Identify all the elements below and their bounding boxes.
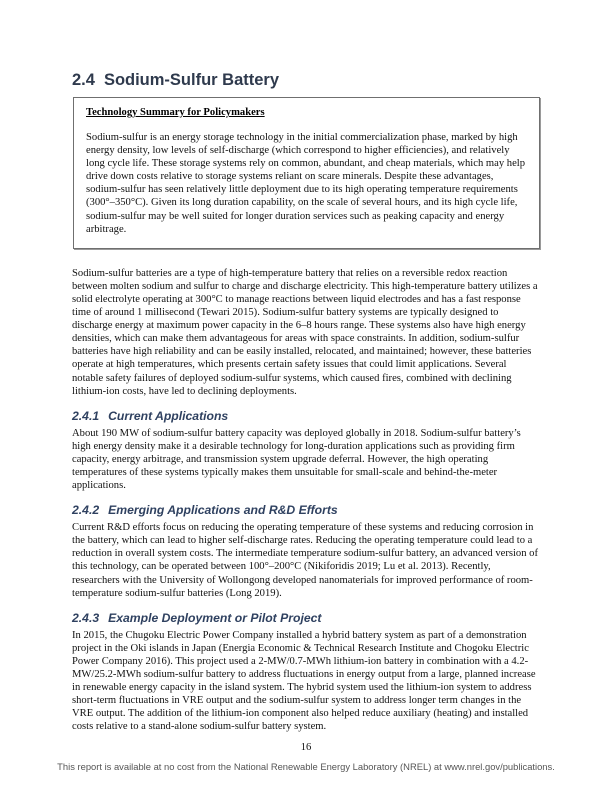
summary-box-text: Sodium-sulfur is an energy storage technology in the initial commercialization phase, marked by high energy density, low levels of self-discharge (which correspond to higher efficiencies), and relatively long cycle life. These storage systems rely on common, abundant, and cheap materials, which may help drive down costs relative to storage systems reliant on scare minerals. Despite these advantages, sodium-sulfur has seen relatively little deployment due to its high operating temperature requirements (300°–350°C). Given its long duration capability, on the scale of several hours, and its high cycle life, sodium-sulfur may be well suited for longer duration services such as peaking capacity and energy arbitrage. (86, 132, 526, 235)
subsection-title: Example Deployment or Pilot Project (108, 610, 322, 625)
example-deployment-paragraph: In 2015, the Chugoku Electric Power Company installed a hybrid battery system as part of a demonstration project in the Oki islands in Japan (Energia Economic & Technical Research Institute and Chogoku Electric Power Company 2016). This project used a 2-MW/0.7-MWh lithium-ion battery in combination with a 4.2-MW/25.2-MWh sodium-sulfur battery to address fluctuations in energy output from a large, planned increase in renewable energy capacity in the island system. The hybrid system used the lithium-ion system to address short-term fluctuations in VRE output and the sodium-sulfur system to address longer term changes in the VRE output. The addition of the lithium-ion component also helped reduce auxiliary (heating) and installed costs relative to a stand-alone sodium-sulfur battery system. (72, 629, 536, 733)
section-heading (72, 70, 540, 90)
intro-paragraph: Sodium-sulfur batteries are a type of high-temperature battery that relies on a reversible redox reaction between molten sodium and sulfur to charge and discharge electricity. This high-temperature battery utilizes a solid electrolyte operating at 300°C to manage reactions between liquid electrodes and has a fast response time of around 1 millisecond (Tewari 2015). Sodium-sulfur battery systems are typically designed to discharge energy at maximum power capacity in the 6–8 hours range. These systems also have high energy densities, which can make them advantageous for areas with space constraints. In addition, sodium-sulfur batteries have high reliability and can be easily installed, relocated, and maintained; however, these batteries operate at high temperatures, which presents certain safety issues that could limit applications. Several notable safety failures of deployed sodium-sulfur systems, which caused fires, combined with declining lithium-ion costs, have led to declining deployments. (72, 267, 538, 397)
summary-box-title: Technology Summary for Policymakers (86, 107, 265, 118)
page-content (72, 70, 540, 733)
page-number: 16 (300, 742, 312, 753)
technology-summary-box (73, 97, 540, 249)
subsection-number: 2.4.3 (72, 610, 100, 625)
emerging-applications-paragraph: Current R&D efforts focus on reducing the operating temperature of these systems and reducing corrosion in the battery, which can lead to higher self-discharge rates. Reducing the operating temperature could lead to a reduction in overall system costs. The intermediate temperature sodium-sulfur battery, an advanced version of this technology, can be operated between 100°–200°C (Nikiforidis 2019; Lu et al. 2013). Recently, researchers with the University of Wollongong developed nanomaterials for improved performance of room-temperature sodium-sulfur batteries (Long 2019). (72, 522, 538, 599)
page-footer: This report is available at no cost from the National Renewable Energy Laboratory (NREL) at www.nrel.gov/publications. (57, 761, 555, 772)
current-applications-paragraph: About 190 MW of sodium-sulfur battery capacity was deployed globally in 2018. Sodium-sulfur battery’s high energy density make it a desirable technology for long-duration applications such as providing firm capacity, energy arbitrage, and transmission system upgrade deferral. However, the high operating temperatures of these systems typically makes them unsuitable for small-scale and behind-the-meter applications. (72, 427, 521, 492)
section-number: 2.4 (72, 71, 95, 89)
subsection-heading-example-deployment (72, 611, 540, 626)
section-title: Sodium-Sulfur Battery (103, 71, 280, 89)
subsection-heading-emerging-applications (72, 503, 540, 518)
subsection-title: Emerging Applications and R&D Efforts (108, 503, 338, 518)
subsection-title: Current Applications (108, 408, 229, 423)
subsection-number: 2.4.2 (72, 503, 100, 518)
subsection-number: 2.4.1 (72, 408, 100, 423)
subsection-heading-current-applications (72, 409, 540, 424)
spacer (72, 249, 540, 267)
